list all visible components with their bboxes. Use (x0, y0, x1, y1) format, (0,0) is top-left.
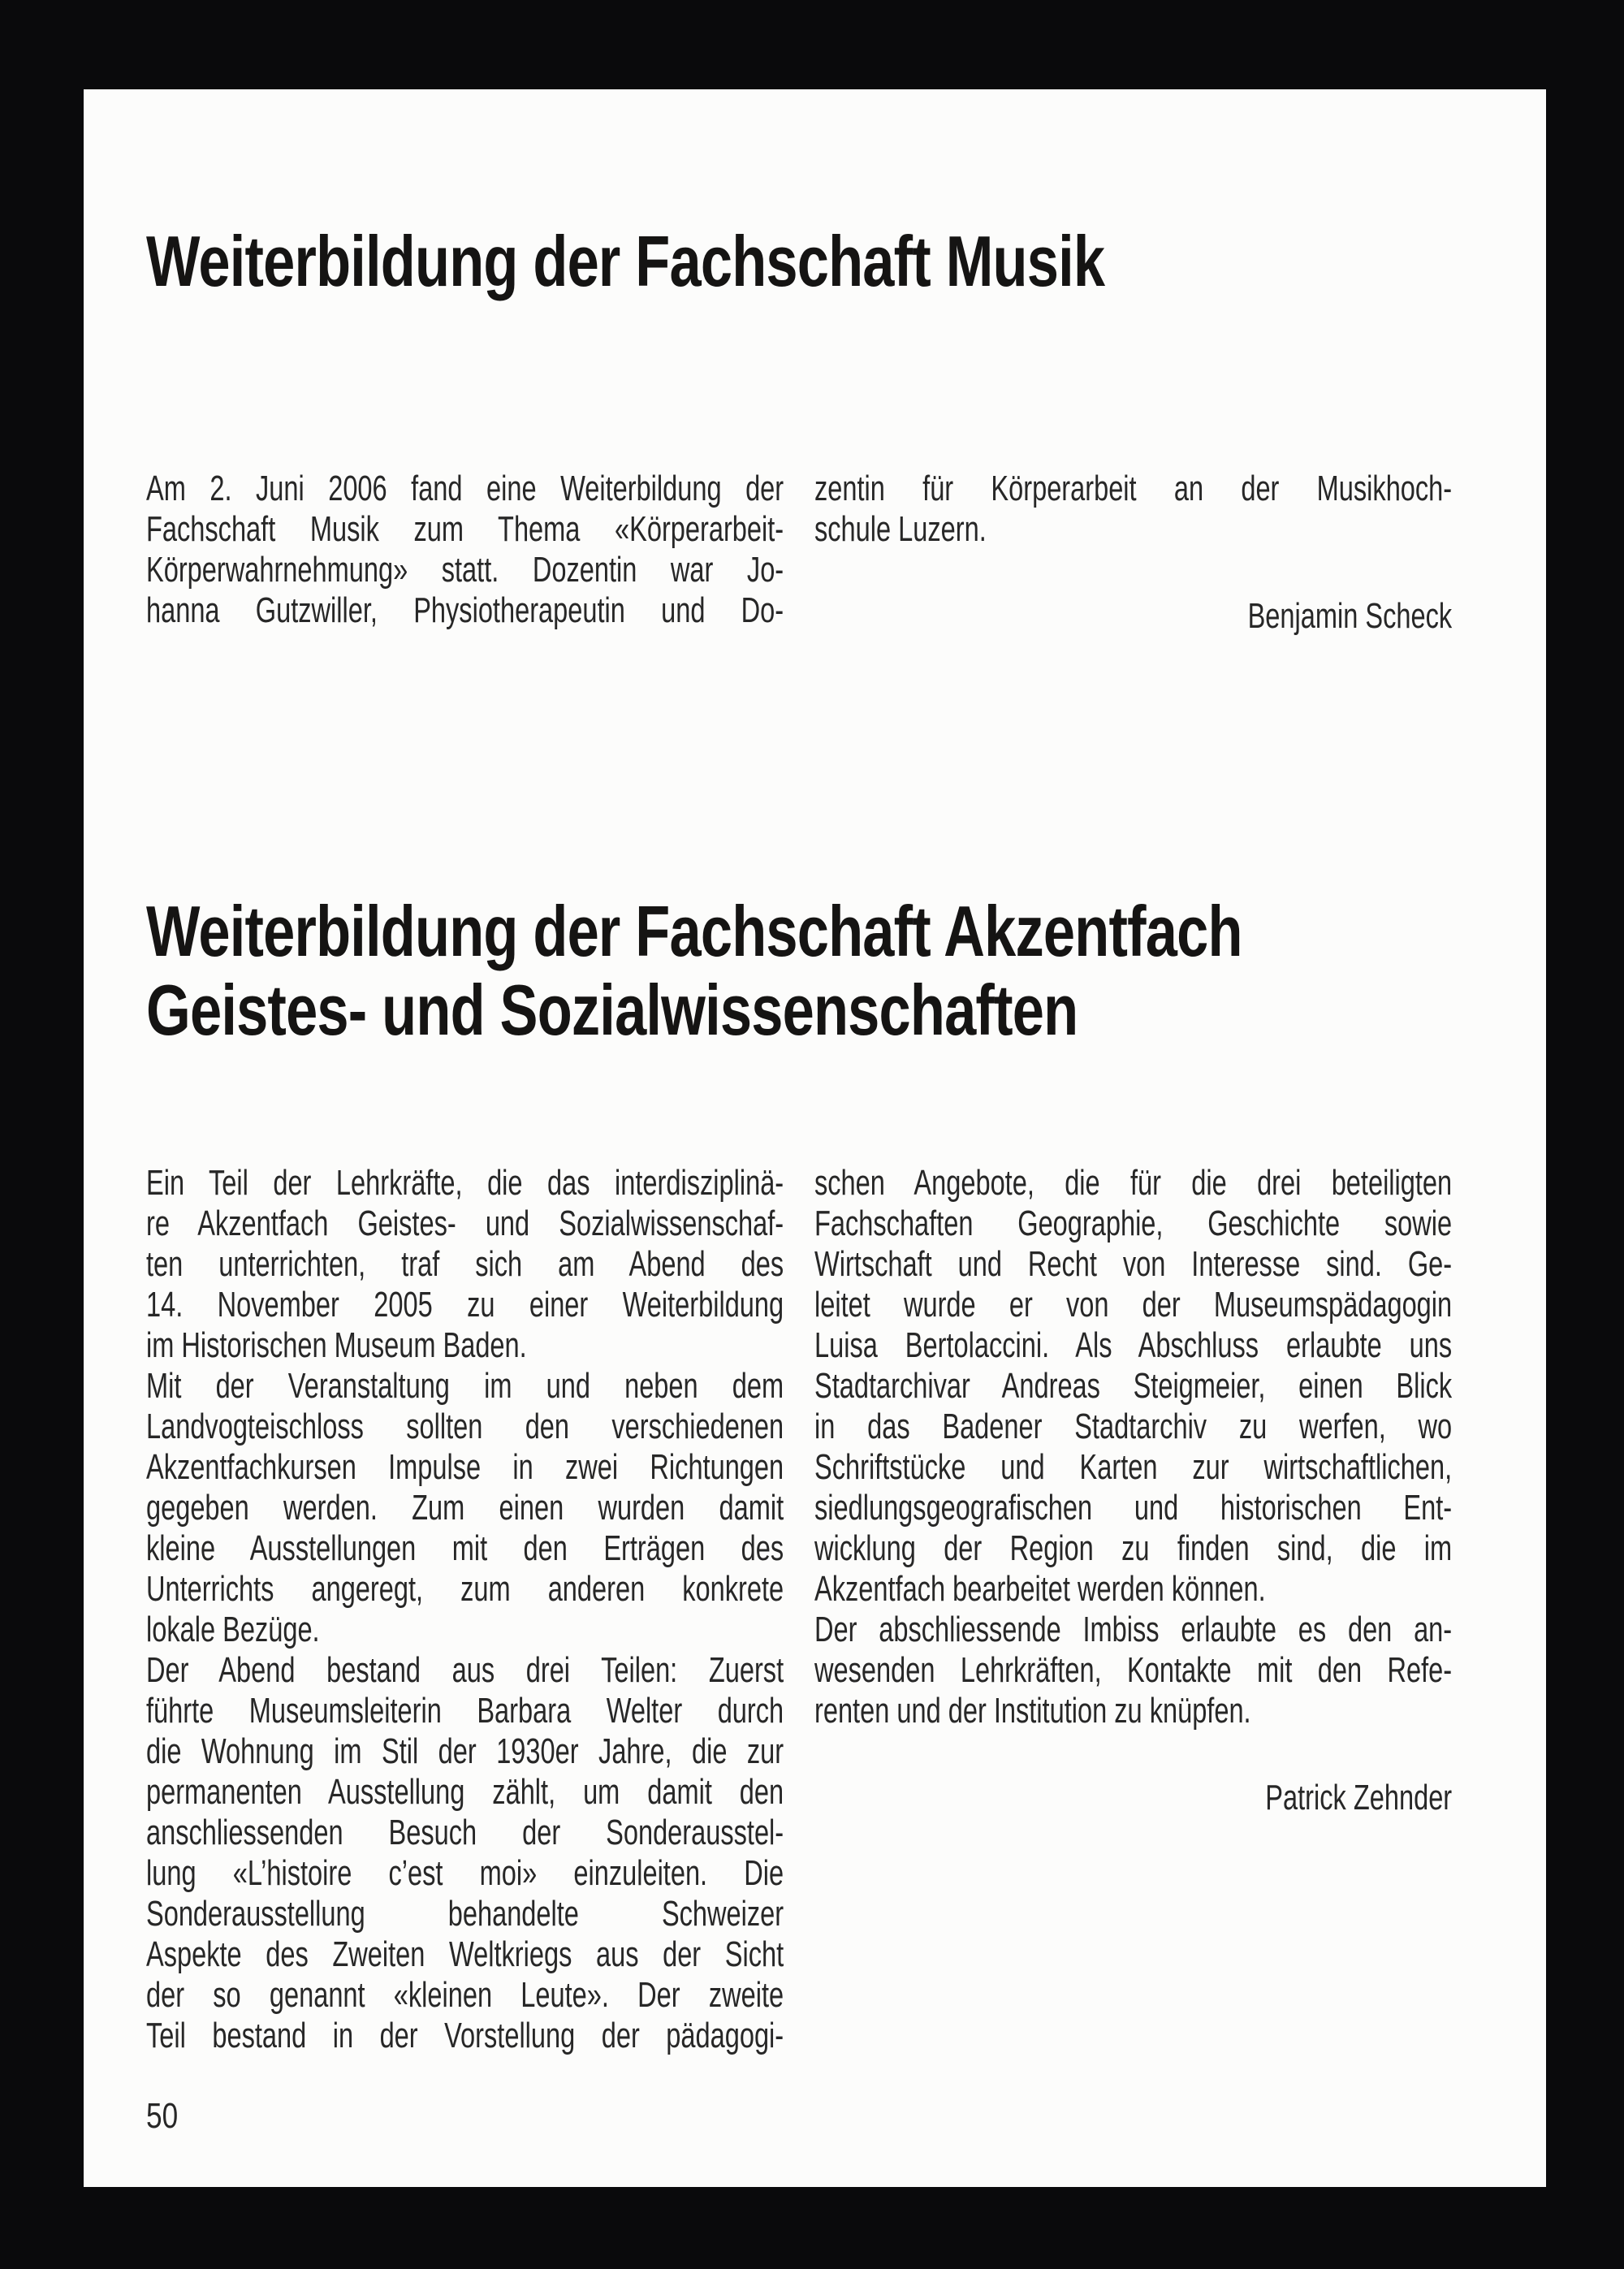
text-line: der so genannt «kleinen Leute». Der zweite (146, 1975, 784, 2015)
text-line: lokale Bezüge. (146, 1610, 320, 1649)
text-line: im Historischen Museum Baden. (146, 1325, 527, 1365)
text-line: Landvogteischloss sollten den verschiedenen (146, 1407, 784, 1446)
article1-title (146, 222, 1478, 300)
title-line: Weiterbildung der Fachschaft Musik (146, 221, 1105, 301)
text-line: Ein Teil der Lehrkräfte, die das interdisziplinä- (146, 1163, 784, 1203)
text-line: Teil bestand in der Vorstellung der pädagogi- (146, 2016, 784, 2055)
article2-column-right-lines (814, 1163, 1452, 1731)
text-line: permanenten Ausstellung zählt, um damit den (146, 1772, 784, 1812)
article1-author: Benjamin Scheck (1247, 596, 1453, 636)
text-line: siedlungsgeografischen und historischen Ent- (814, 1488, 1453, 1528)
article1-column-right-lines (814, 469, 1452, 550)
text-line: Aspekte des Zweiten Weltkriegs aus der Sicht (146, 1934, 784, 1974)
article1-column-left (146, 469, 784, 631)
text-line: schule Luzern. (814, 509, 987, 549)
page-number: 50 (146, 2096, 179, 2136)
text-line: Sonderausstellung behandelte Schweizer (146, 1894, 784, 1934)
text-line: Wirtschaft und Recht von Interesse sind. Ge- (814, 1244, 1453, 1284)
text-line: Akzentfach bearbeitet werden können. (814, 1569, 1266, 1609)
text-line: Fachschaft Musik zum Thema «Körperarbeit- (146, 509, 784, 549)
title-line: Weiterbildung der Fachschaft Akzentfach (146, 891, 1242, 971)
text-line: Schriftstücke und Karten zur wirtschaftlichen, (814, 1447, 1453, 1487)
article1-column-right (814, 469, 1452, 637)
text-line: Körperwahrnehmung» statt. Dozentin war Jo- (146, 550, 784, 590)
text-line: wesenden Lehrkräften, Kontakte mit den Refe- (814, 1650, 1453, 1690)
text-line: Der abschliessende Imbiss erlaubte es den an- (814, 1610, 1453, 1649)
text-line: wicklung der Region zu finden sind, die im (814, 1528, 1453, 1568)
text-line: renten und der Institution zu knüpfen. (814, 1691, 1251, 1731)
text-line: kleine Ausstellungen mit den Erträgen des (146, 1528, 784, 1568)
text-line: schen Angebote, die für die drei beteiligten (814, 1163, 1453, 1203)
text-line: leitet wurde er von der Museumspädagogin (814, 1285, 1453, 1325)
text-line: ten unterrichten, traf sich am Abend des (146, 1244, 784, 1284)
article2-author: Patrick Zehnder (1265, 1778, 1453, 1817)
text-line: Unterrichts angeregt, zum anderen konkrete (146, 1569, 784, 1609)
text-line: hanna Gutzwiller, Physiotherapeutin und Do- (146, 590, 784, 630)
text-line: führte Museumsleiterin Barbara Welter durch (146, 1691, 784, 1731)
text-line: Akzentfachkursen Impulse in zwei Richtungen (146, 1447, 784, 1487)
text-line: gegeben werden. Zum einen wurden damit (146, 1488, 784, 1528)
text-line: 14. November 2005 zu einer Weiterbildung (146, 1285, 784, 1325)
text-line: re Akzentfach Geistes- und Sozialwissenschaf- (146, 1204, 784, 1243)
text-line: Fachschaften Geographie, Geschichte sowie (814, 1204, 1453, 1243)
article2-column-left (146, 1163, 784, 2056)
text-line: Luisa Bertolaccini. Als Abschluss erlaubte uns (814, 1325, 1453, 1365)
text-line: in das Badener Stadtarchiv zu werfen, wo (814, 1407, 1453, 1446)
article2-title (146, 892, 1478, 1049)
page (84, 89, 1546, 2187)
text-line: Am 2. Juni 2006 fand eine Weiterbildung der (146, 469, 784, 508)
text-line: Mit der Veranstaltung im und neben dem (146, 1366, 784, 1406)
text-line: lung «L’histoire c’est moi» einzuleiten. Die (146, 1853, 784, 1893)
title-line: Geistes- und Sozialwissenschaften (146, 970, 1078, 1050)
text-line: die Wohnung im Stil der 1930er Jahre, die zur (146, 1731, 784, 1771)
text-line: zentin für Körperarbeit an der Musikhoch- (814, 469, 1453, 508)
text-line: anschliessenden Besuch der Sonderausstel- (146, 1813, 784, 1852)
text-line: Der Abend bestand aus drei Teilen: Zuerst (146, 1650, 784, 1690)
text-line: Stadtarchivar Andreas Steigmeier, einen Blick (814, 1366, 1453, 1406)
article2-column-right (814, 1163, 1452, 1818)
